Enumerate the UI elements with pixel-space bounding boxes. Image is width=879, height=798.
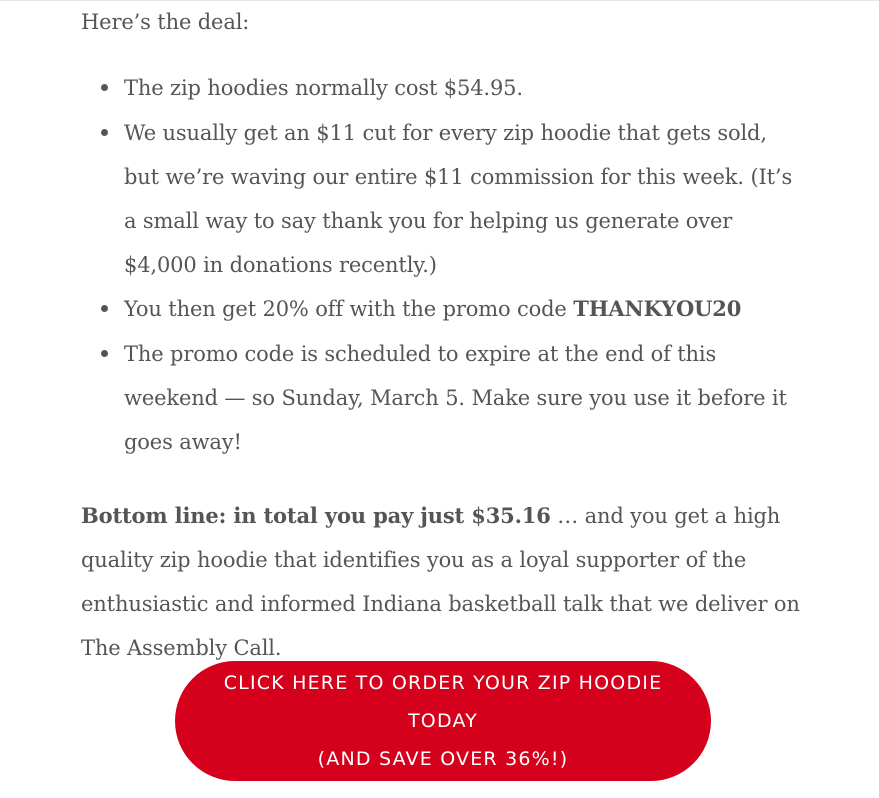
list-item <box>124 66 806 110</box>
list-item-text: The promo code is scheduled to expire at the end of this weekend — so Sunday, March 5. Make sure you use it before it goes away! <box>124 341 787 454</box>
bullet-icon <box>101 305 108 312</box>
bottom-line-paragraph <box>81 494 806 670</box>
promo-code: THANKYOU20 <box>573 296 742 321</box>
list-item <box>124 111 806 287</box>
bullet-icon <box>101 129 108 136</box>
list-item-text: You then get 20% off with the promo code <box>124 297 574 321</box>
deal-list <box>81 66 806 464</box>
bottom-line-bold: Bottom line: in total you pay just $35.16 <box>81 502 551 528</box>
bullet-icon <box>101 350 108 357</box>
bullet-icon <box>101 84 108 91</box>
order-hoodie-button[interactable] <box>175 661 711 781</box>
cta-line-1: CLICK HERE TO ORDER YOUR ZIP HOODIE TODAY <box>223 672 663 732</box>
article-body <box>81 0 806 670</box>
list-item-text: The zip hoodies normally cost $54.95. <box>124 76 523 100</box>
list-item-text: We usually get an $11 cut for every zip hoodie that gets sold, but we’re waving our entire $11 commission for this week. (It’s a small way to say thank you for helping us generate over $4,000 in donations recently.) <box>124 120 793 277</box>
cta-container <box>175 661 711 781</box>
list-item <box>124 287 806 331</box>
bottom-line-rest: … and you get a high quality zip hoodie that identifies you as a loyal supporter of the enthusiastic and informed Indiana basketball talk that we deliver on The Assembly Call. <box>81 503 800 660</box>
cta-line-2: (AND SAVE OVER 36%!) <box>317 748 569 770</box>
list-item <box>124 332 806 464</box>
intro-text: Here’s the deal: <box>81 10 250 34</box>
